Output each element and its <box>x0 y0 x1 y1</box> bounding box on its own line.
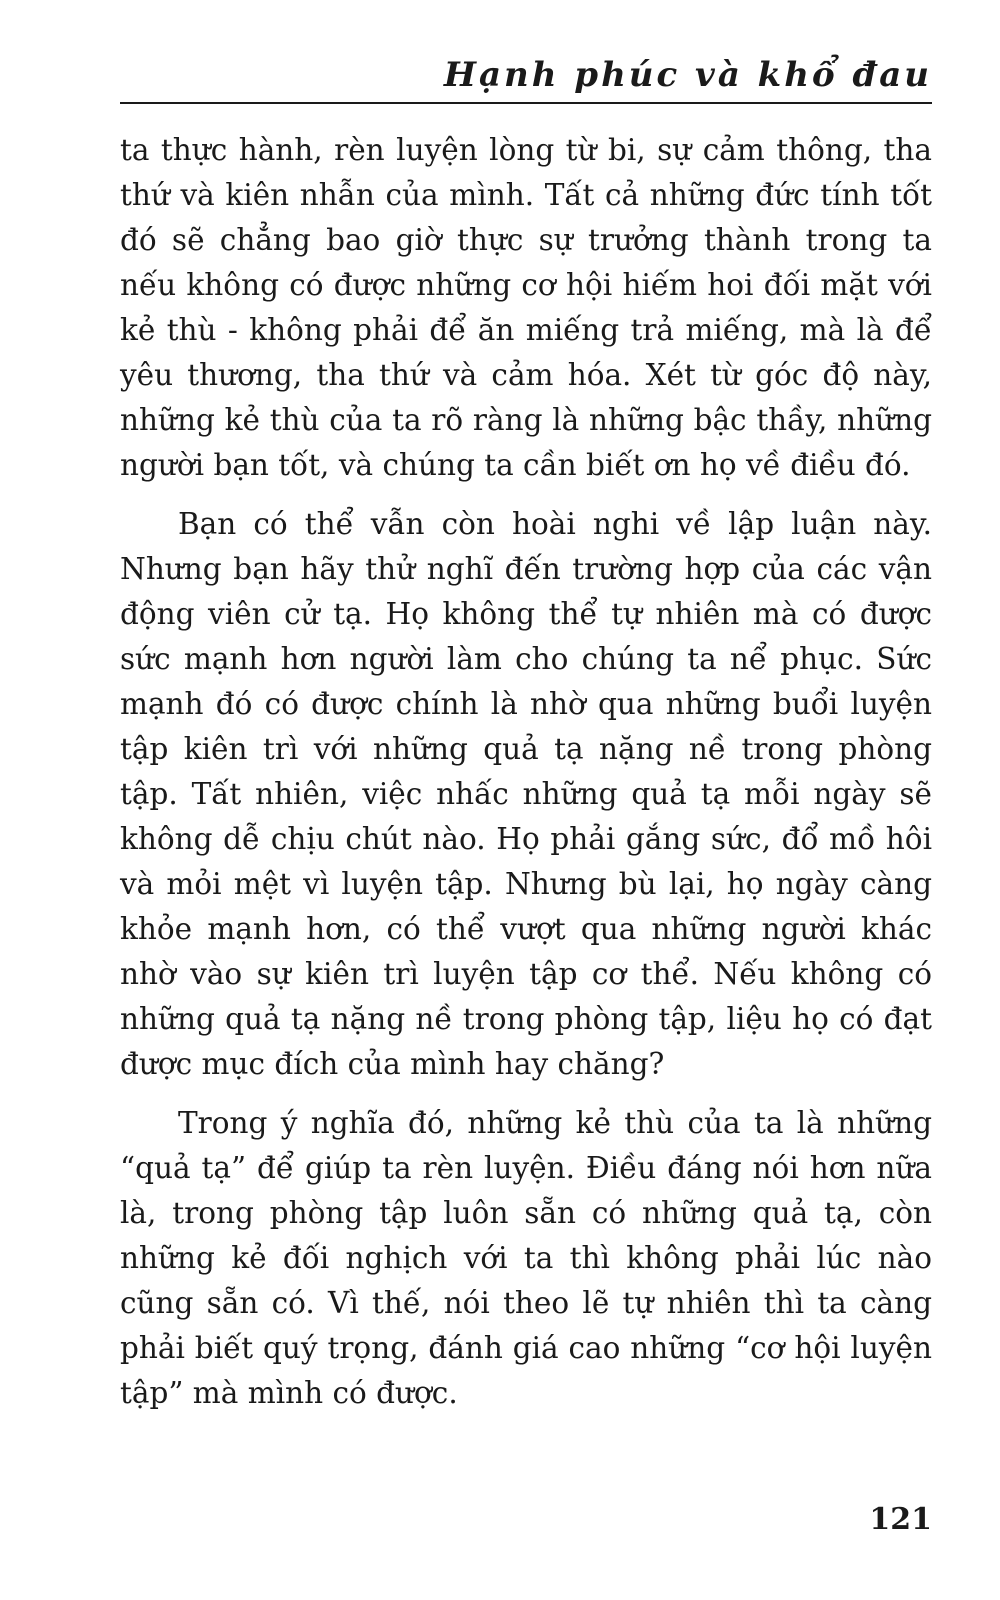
paragraph-2: Bạn có thể vẫn còn hoài nghi về lập luận này. Nhưng bạn hãy thử nghĩ đến trường hợp của các vận động viên cử tạ. Họ không thể tự nhiên mà có được sức mạnh hơn người làm cho chúng ta nể phục. Sức mạnh đó có được chính là nhờ qua những buổi luyện tập kiên trì với những quả tạ nặng nề trong phòng tập. Tất nhiên, việc nhấc những quả tạ mỗi ngày sẽ không dễ chịu chút nào. Họ phải gắng sức, đổ mồ hôi và mỏi mệt vì luyện tập. Nhưng bù lại, họ ngày càng khỏe mạnh hơn, có thể vượt qua những người khác nhờ vào sự kiên trì luyện tập cơ thể. Nếu không có những quả tạ nặng nề trong phòng tập, liệu họ có đạt được mục đích của mình hay chăng? <box>120 507 932 1081</box>
paragraph-3: Trong ý nghĩa đó, những kẻ thù của ta là những “quả tạ” để giúp ta rèn luyện. Điều đáng nói hơn nữa là, trong phòng tập luôn sẵn có những quả tạ, còn những kẻ đối nghịch với ta thì không phải lúc nào cũng sẵn có. Vì thế, nói theo lẽ tự nhiên thì ta càng phải biết quý trọng, đánh giá cao những “cơ hội luyện tập” mà mình có được. <box>120 1106 932 1410</box>
paragraph-1: ta thực hành, rèn luyện lòng từ bi, sự cảm thông, tha thứ và kiên nhẫn của mình. Tất cả những đức tính tốt đó sẽ chẳng bao giờ thực sự trưởng thành trong ta nếu không có được những cơ hội hiếm hoi đối mặt với kẻ thù - không phải để ăn miếng trả miếng, mà là để yêu thương, tha thứ và cảm hóa. Xét từ góc độ này, những kẻ thù của ta rõ ràng là những bậc thầy, những người bạn tốt, và chúng ta cần biết ơn họ về điều đó. <box>120 133 932 482</box>
header-divider <box>120 102 932 104</box>
body-text <box>120 128 932 1430</box>
running-header-title: Hạnh phúc và khổ đau <box>443 55 932 95</box>
page-number: 121 <box>869 1502 932 1537</box>
